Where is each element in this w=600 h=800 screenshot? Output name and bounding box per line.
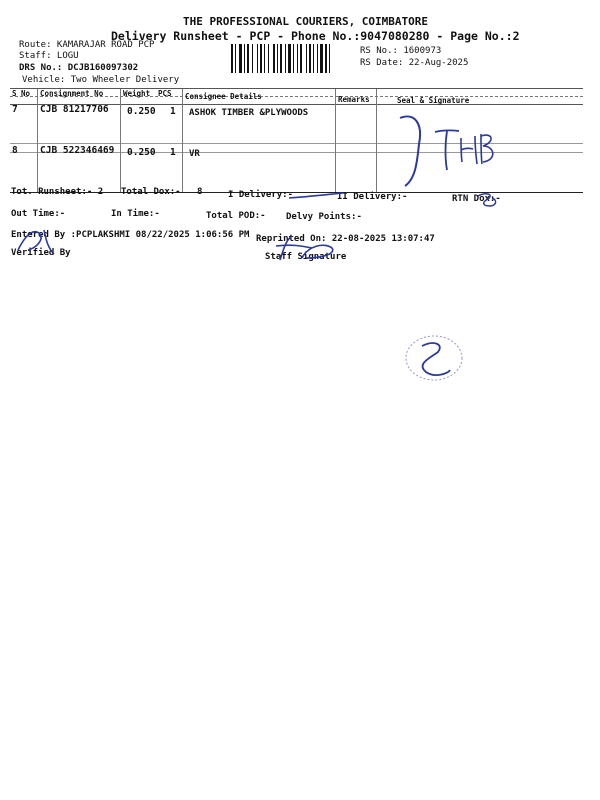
company-title: THE PROFESSIONAL COURIERS, COIMBATORE [183, 15, 429, 28]
table-row-sno: 7 [12, 104, 18, 115]
rs-date: RS Date: 22-Aug-2025 [360, 58, 469, 68]
delvy-points: Delvy Points:- [286, 212, 362, 222]
table-row-consignee: ASHOK TIMBER &PLYWOODS [189, 108, 309, 118]
col-header-seal-signature: Seal & Signature [397, 96, 470, 105]
reprinted-on: Reprinted On: 22-08-2025 13:07:47 [256, 234, 435, 244]
table-row-consignment: CJB 522346469 [40, 145, 115, 156]
col-header-consignment: Consignment No [40, 89, 104, 98]
table-row-consignment: CJB 81217706 [40, 104, 109, 115]
table-row-sno: 8 [12, 145, 18, 156]
col-header-remarks: Remarks [338, 95, 370, 104]
entered-by: Entered By :PCPLAKSHMI 08/22/2025 1:06:56 PM [11, 230, 250, 240]
ii-delivery: II Delivery:- [337, 192, 408, 202]
col-divider [182, 89, 183, 192]
pen-stroke [287, 192, 347, 202]
stamp-mark [400, 330, 470, 390]
pen-mark [476, 192, 500, 208]
staff-signature-label: Staff Signature [265, 252, 347, 262]
total-dox-value: 8 [197, 187, 203, 197]
staff-label: Staff: LOGU [19, 51, 79, 61]
out-time: Out Time:- [11, 209, 66, 219]
col-header-pcs: PCS [158, 89, 172, 98]
staff-signature [272, 232, 342, 266]
table-row-weight: 0.250 [127, 147, 156, 158]
drs-number: DRS No.: DCJB160097302 [19, 63, 139, 73]
col-header-weight: Weight [123, 89, 151, 98]
col-header-consignee: Consignee Details [185, 92, 262, 101]
rs-number: RS No.: 1600973 [360, 46, 442, 56]
col-divider [37, 89, 38, 192]
col-divider [335, 89, 336, 192]
rtn-dox: RTN Dox:- [452, 194, 501, 204]
table-row-weight: 0.250 [127, 106, 156, 117]
i-delivery: I Delivery:- [228, 190, 294, 200]
total-dox-label: Total Dox:- [121, 187, 181, 197]
route-label: Route: KAMARAJAR ROAD PCP [19, 40, 155, 50]
col-divider [376, 89, 377, 192]
table-row-pcs: 1 [170, 147, 176, 158]
total-pod: Total POD:- [206, 211, 266, 221]
in-time: In Time:- [111, 209, 160, 219]
verified-by: Verified By [11, 248, 71, 258]
table-row-consignee: VR [189, 149, 200, 159]
barcode [231, 44, 356, 73]
col-divider [120, 89, 121, 192]
col-header-sno: S No [12, 89, 31, 98]
table-row-pcs: 1 [170, 106, 176, 117]
tot-runsheet: Tot. Runsheet:- 2 [11, 187, 104, 197]
consignee-signature [395, 104, 515, 194]
vehicle-label: Vehicle: Two Wheeler Delivery [22, 75, 180, 85]
runsheet-title: Delivery Runsheet - PCP - Phone No.:9047080280 - Page No.:2 [111, 29, 520, 43]
verifier-signature [14, 226, 64, 258]
